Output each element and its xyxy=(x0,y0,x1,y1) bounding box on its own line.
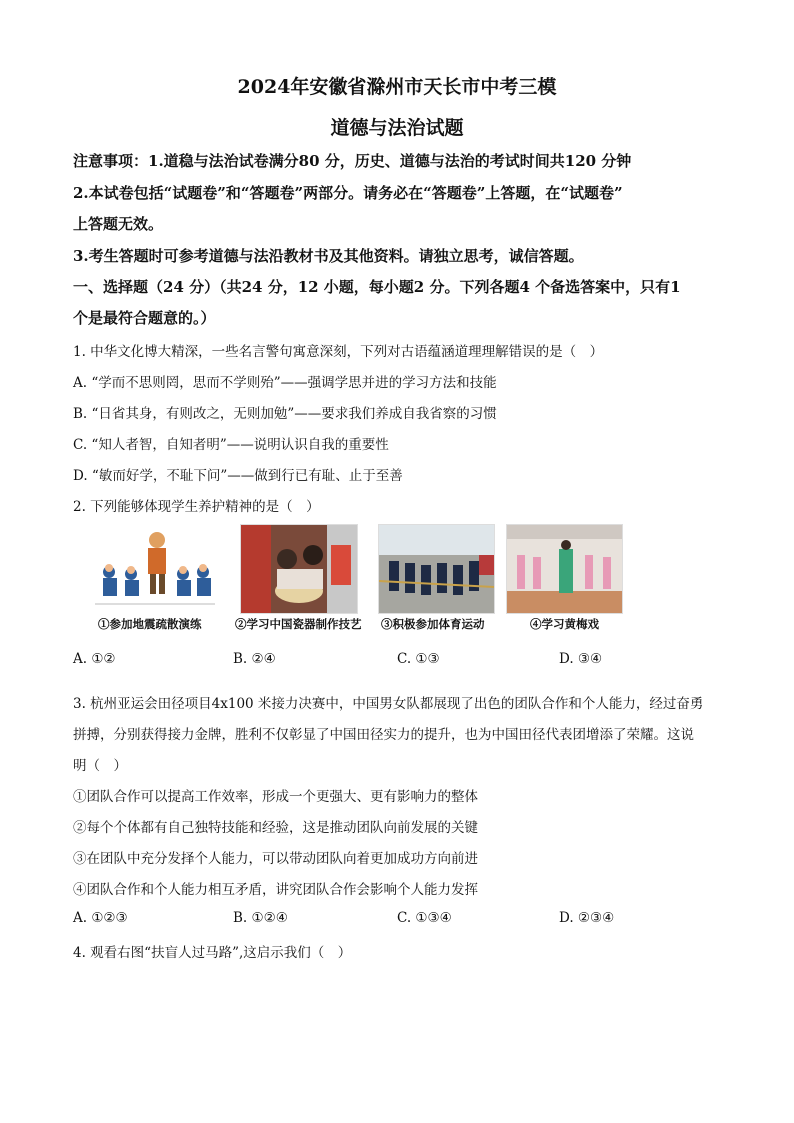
question-1-option-d: D. “敏而好学，不耻下问”——做到行已有耻、止于至善 xyxy=(73,468,403,484)
question-1-stem: 1. 中华文化博大精深，一些名言警句寓意深刻，下列对古语蕴涵道理理解错误的是（ ） xyxy=(73,344,604,360)
section-heading: 个是最符合题意的。） xyxy=(73,309,216,327)
notice-line: 注意事项：1.道稳与法治试卷满分80 分，历史、道德与法治的考试时间共120 分钟 xyxy=(73,152,632,170)
notice-line: 上答题无效。 xyxy=(73,215,164,233)
question-3-statement: ②每个个体都有自己独特技能和经验，这是推动团队向前发展的关键 xyxy=(73,820,478,836)
question-1-option-a: A. “学而不思则罔，思而不学则殆”——强调学思并进的学习方法和技能 xyxy=(73,375,497,391)
question-2-option-b: B. ②④ xyxy=(233,651,276,667)
question-3-statement: ③在团队中充分发择个人能力，可以带动团队向着更加成功方向前进 xyxy=(73,851,478,867)
exam-title: 2024年安徽省滁州市天长市中考三模 xyxy=(237,76,557,98)
earthquake-drill-image xyxy=(95,524,215,612)
question-1-option-c: C. “知人者智，自知者明”——说明认识自我的重要性 xyxy=(73,437,389,453)
exam-subtitle: 道德与法治试题 xyxy=(330,117,464,139)
notice-line: 3.考生答题时可参考道德与法沿教材书及其他资料。请独立思考，诚信答题。 xyxy=(73,247,584,265)
section-heading: 一、选择题（24 分）（共24 分，12 小题，每小题2 分。下列各题4 个备选答案中，只有1 xyxy=(73,278,681,296)
question-2-option-a: A. ①② xyxy=(73,651,116,667)
question-3-statement: ④团队合作和个人能力相互矛盾，讲究团队合作会影响个人能力发挥 xyxy=(73,882,478,898)
question-3-option-a: A. ①②③ xyxy=(73,910,128,926)
question-4-stem: 4. 观看右图“扶盲人过马路”,这启示我们（ ） xyxy=(73,945,352,961)
image-caption: ③积极参加体育运动 xyxy=(381,617,485,631)
tug-of-war-photo xyxy=(378,524,495,614)
question-3-statement: ①团队合作可以提高工作效率，形成一个更强大、更有影响力的整体 xyxy=(73,789,478,805)
question-3-option-d: D. ②③④ xyxy=(559,910,615,926)
question-3-option-c: C. ①③④ xyxy=(397,910,452,926)
question-1-option-b: B. “日省其身，有则改之，无则加勉”——要求我们养成自我省察的习惯 xyxy=(73,406,497,422)
image-caption: ④学习黄梅戏 xyxy=(530,617,599,631)
question-2-stem: 2. 下列能够体现学生养护精神的是（ ） xyxy=(73,499,320,515)
notice-line: 2.本试卷包括“试题卷”和“答题卷”两部分。请务必在“答题卷”上答题，在“试题卷” xyxy=(73,184,623,202)
question-3-stem: 拼搏，分别获得接力金牌，胜利不仅彰显了中国田径实力的提升，也为中国田径代表团增添了荣耀。这说 xyxy=(73,727,694,743)
porcelain-making-photo xyxy=(240,524,358,614)
question-3-stem: 3. 杭州亚运会田径项目4x100 米接力决赛中，中国男女队都展现了出色的团队合作和个人能力，经过奋勇 xyxy=(73,696,704,712)
question-2-option-d: D. ③④ xyxy=(559,651,603,667)
question-3-stem: 明（ ） xyxy=(73,758,127,774)
huangmei-opera-photo xyxy=(506,524,623,614)
question-3-option-b: B. ①②④ xyxy=(233,910,288,926)
image-caption: ②学习中国瓷器制作技艺 xyxy=(235,617,362,631)
question-2-option-c: C. ①③ xyxy=(397,651,440,667)
image-caption: ①参加地震疏散演练 xyxy=(98,617,202,631)
